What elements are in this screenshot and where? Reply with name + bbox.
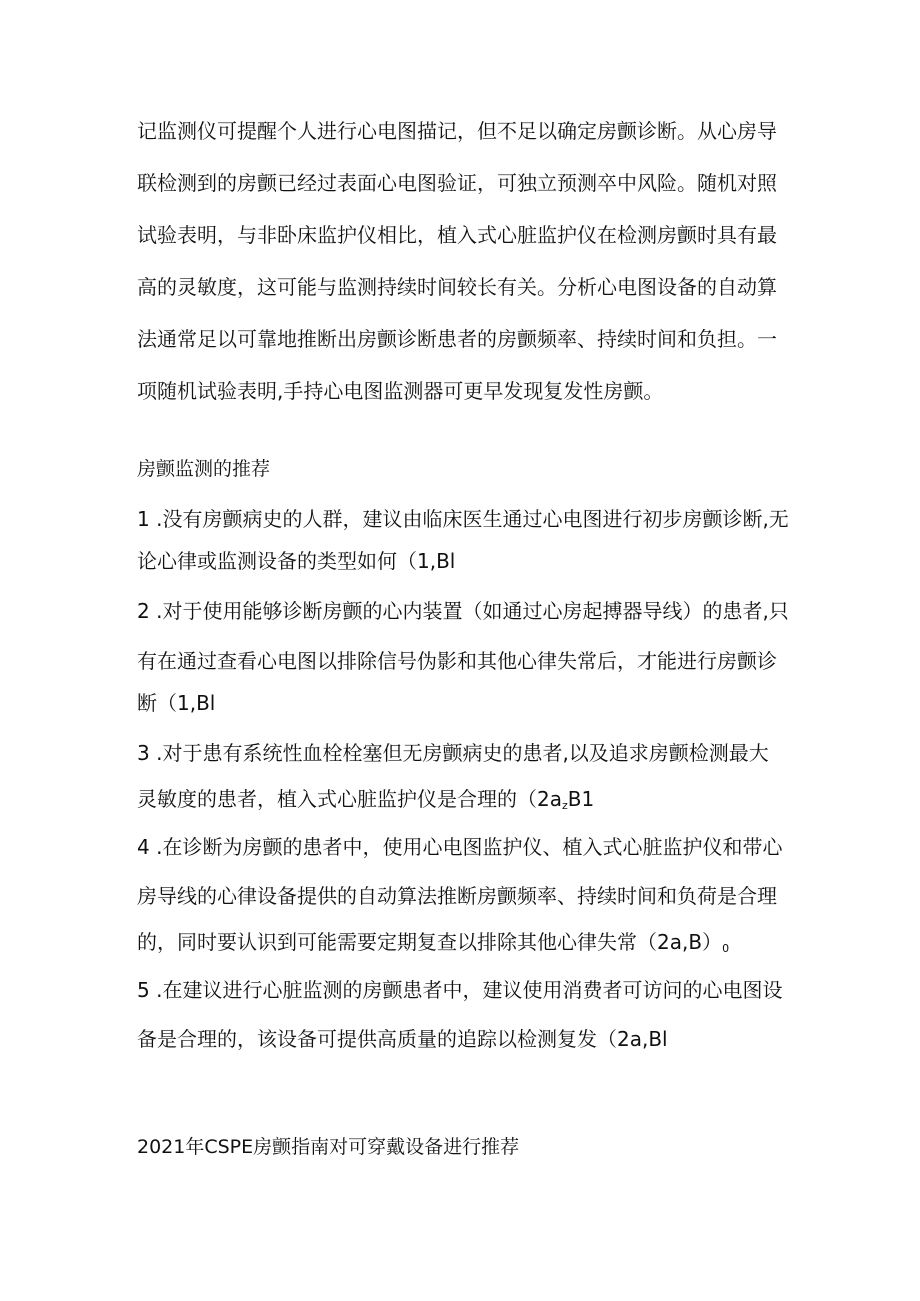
paragraph-line: 法通常足以可靠地推断出房颤诊断患者的房颤频率、持续时间和负担。一 — [137, 327, 777, 351]
recommendation-line — [137, 928, 729, 956]
paragraph-line: 试验表明，与非卧床监护仪相比，植入式心脏监护仪在检测房颤时具有最 — [137, 223, 777, 247]
subscript-mark: z — [561, 799, 568, 812]
recommendation-text: 的，同时要认识到可能需要定期复查以排除其他心律失常（2a,B） — [137, 930, 723, 954]
recommendation-line: 有在通过查看心电图以排除信号伪影和其他心律失常后，才能进行房颤诊 — [137, 649, 777, 673]
recommendation-line: 2 .对于使用能够诊断房颤的心内装置（如通过心房起搏器导线）的患者,只 — [137, 599, 789, 623]
paragraph-line: 记监测仪可提醒个人进行心电图描记，但不足以确定房颤诊断。从心房导 — [137, 119, 777, 143]
paragraph-line: 项随机试验表明,手持心电图监测器可更早发现复发性房颤。 — [137, 379, 664, 403]
subscript-mark: 0 — [722, 942, 730, 955]
recommendation-line: 备是合理的，该设备可提供高质量的追踪以检测复发（2a,Bl — [137, 1027, 668, 1051]
recommendation-line: 4 .在诊断为房颤的患者中，使用心电图监护仪、植入式心脏监护仪和带心 — [137, 835, 783, 859]
paragraph-line: 高的灵敏度，这可能与监测持续时间较长有关。分析心电图设备的自动算 — [137, 275, 777, 299]
recommendation-text: 灵敏度的患者，植入式心脏监护仪是合理的（2a — [137, 787, 562, 811]
recommendation-line: 论心律或监测设备的类型如何（1,Bl — [137, 549, 456, 573]
section-title: 房颤监测的推荐 — [137, 458, 271, 480]
recommendation-line: 1 .没有房颤病史的人群，建议由临床医生通过心电图进行初步房颤诊断,无 — [137, 507, 789, 531]
recommendation-line: 5 .在建议进行心脏监测的房颤患者中，建议使用消费者可访问的心电图设 — [137, 978, 783, 1002]
recommendation-line: 房导线的心律设备提供的自动算法推断房颤频率、持续时间和负荷是合理 — [137, 884, 777, 908]
recommendation-line: 3 .对于患有系统性血栓栓塞但无房颤病史的患者,以及追求房颤检测最大 — [137, 741, 769, 765]
recommendation-line: 断（1,Bl — [137, 691, 216, 715]
section-title: 2021年CSPE房颤指南对可穿戴设备进行推荐 — [137, 1136, 520, 1158]
recommendation-line — [137, 785, 594, 813]
recommendation-tail: B1 — [567, 787, 595, 811]
paragraph-line: 联检测到的房颤已经过表面心电图验证，可独立预测卒中风险。随机对照 — [137, 171, 777, 195]
